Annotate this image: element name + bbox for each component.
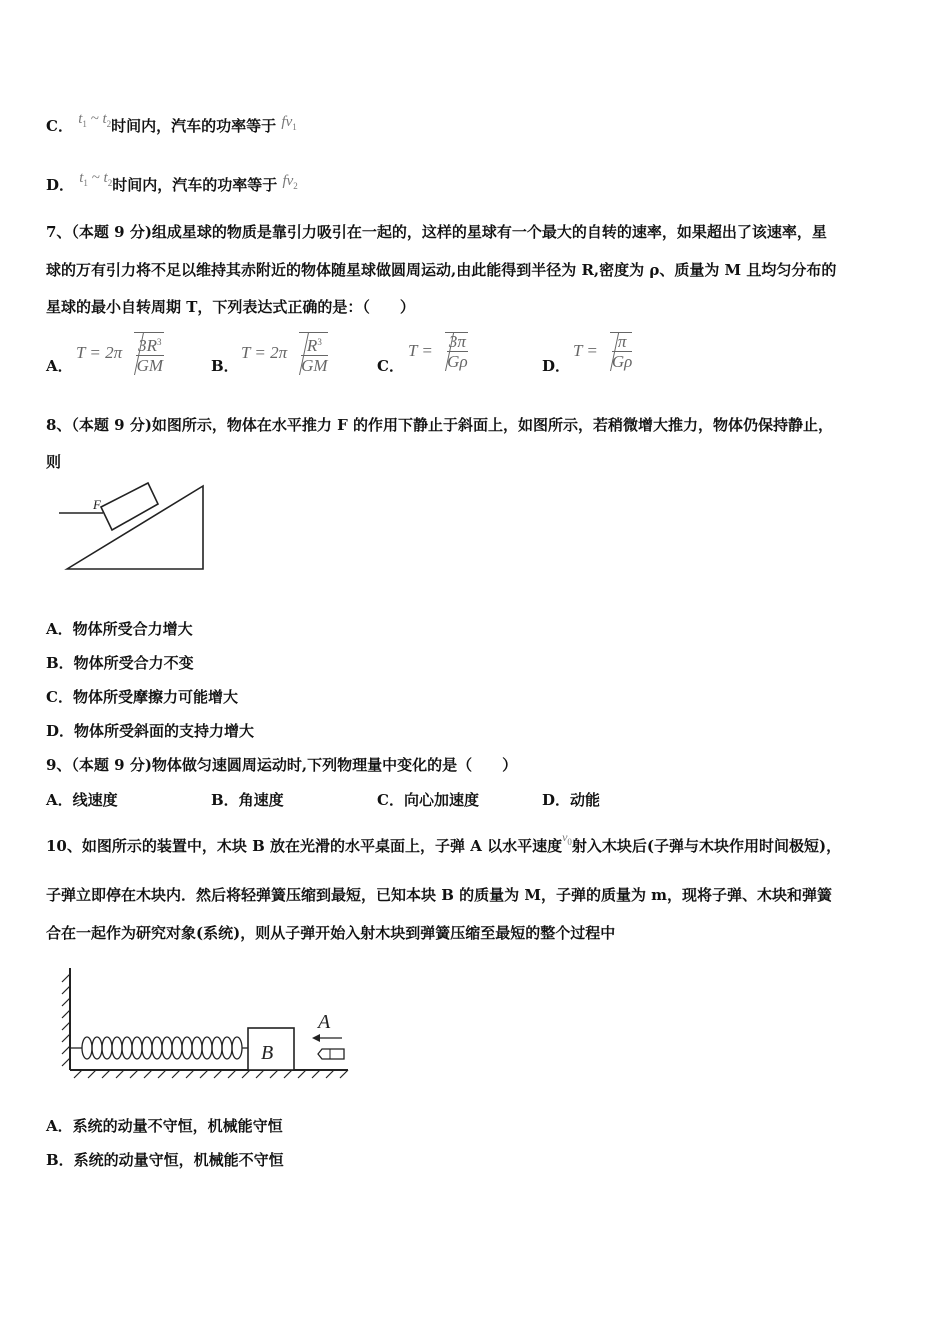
time-interval-d: $t_1$ ~ $t_2$ xyxy=(79,170,113,188)
q8-option-d: D．物体所受斜面的支持力增大 xyxy=(46,722,255,740)
q10-option-a: A．系统的动量不守恒，机械能守恒 xyxy=(46,1117,283,1135)
q8-stem-line1: 8、（本题 9 分)如图所示，物体在水平推力 F 的作用下静止于斜面上，如图所示，若稍微增大推力，物体仍保持静止， xyxy=(46,416,834,434)
q9-option-c: C．向心加速度 xyxy=(377,791,479,809)
q10-stem-line2: 子弹立即停在木块内．然后将轻弹簧压缩到最短，已知本块 B 的质量为 M，子弹的质量为 m，现将子弹、木块和弹簧 xyxy=(46,886,833,904)
q6-option-d: D． $t_1$ ~ $t_2$时间内，汽车的功率等于 $fv_2$ xyxy=(46,170,298,194)
force-label: F xyxy=(93,497,101,512)
q8-option-c: C．物体所受摩擦力可能增大 xyxy=(46,688,238,706)
q7-option-a-label: A． xyxy=(46,357,73,375)
block-on-incline xyxy=(101,483,158,530)
q7-option-d-formula: T = $\frac{\pi}{G\rho}$ xyxy=(573,332,633,371)
bullet-a xyxy=(318,1049,344,1059)
q7-stem-line3: 星球的最小自转周期 T，下列表达式正确的是：（ ） xyxy=(46,298,415,316)
q6-option-c: C． $t_1$ ~ $t_2$时间内，汽车的功率等于 $fv_1$ xyxy=(46,111,297,135)
spring xyxy=(70,1037,248,1059)
spring-block-figure xyxy=(60,960,355,1085)
q8-option-a: A．物体所受合力增大 xyxy=(46,620,193,638)
power-expression-d: $fv_2$ xyxy=(282,173,298,191)
q7-stem-line1: 7、（本题 9 分)组成星球的物质是靠引力吸引在一起的，这样的星球有一个最大的自转的速率，如果超出了该速率，星 xyxy=(46,223,827,241)
q9-option-d: D．动能 xyxy=(542,791,601,809)
q7-option-c-label: C． xyxy=(377,357,404,375)
q7-option-a-formula: T = 2π $\frac{3R^3}{GM}$ xyxy=(76,332,164,376)
q7-option-b-label: B． xyxy=(211,357,239,375)
q8-stem-line2: 则 xyxy=(46,453,62,471)
block-b-label: B xyxy=(261,1042,274,1064)
q10-stem-line1: 10、如图所示的装置中，木块 B 放在光滑的水平桌面上，子弹 A 以水平速度$^{v_0}$射入木块后(子弹与木块作用时间极短)， xyxy=(46,830,842,855)
q10-option-b: B．系统的动量守恒，机械能不守恒 xyxy=(46,1151,284,1169)
wall-hatching xyxy=(62,974,70,1066)
power-expression-c: $fv_1$ xyxy=(281,114,297,132)
q7-option-b-formula: T = 2π $\frac{R^3}{GM}$ xyxy=(241,332,328,376)
q8-option-b: B．物体所受合力不变 xyxy=(46,654,194,672)
floor-hatching xyxy=(74,1070,348,1078)
q7-option-c-formula: T = $\frac{3\pi}{G\rho}$ xyxy=(408,332,468,371)
q9-option-b: B．角速度 xyxy=(211,791,284,809)
incline-figure xyxy=(55,480,215,575)
q10-stem-line3: 合在一起作为研究对象(系统)，则从子弹开始入射木块到弹簧压缩至最短的整个过程中 xyxy=(46,924,616,942)
q9-option-a: A．线速度 xyxy=(46,791,118,809)
q9-stem: 9、（本题 9 分)物体做匀速圆周运动时,下列物理量中变化的是（ ） xyxy=(46,756,518,774)
initial-velocity: v0 xyxy=(562,830,572,847)
q7-option-d-label: D． xyxy=(542,357,571,375)
velocity-arrowhead xyxy=(312,1034,320,1042)
q7-stem-line2: 球的万有引力将不足以维持其赤附近的物体随星球做圆周运动,由此能得到半径为 R,密度为 ρ、质量为 M 且均匀分布的 xyxy=(46,261,837,279)
bullet-a-label: A xyxy=(318,1011,331,1033)
time-interval-c: $t_1$ ~ $t_2$ xyxy=(78,111,112,129)
